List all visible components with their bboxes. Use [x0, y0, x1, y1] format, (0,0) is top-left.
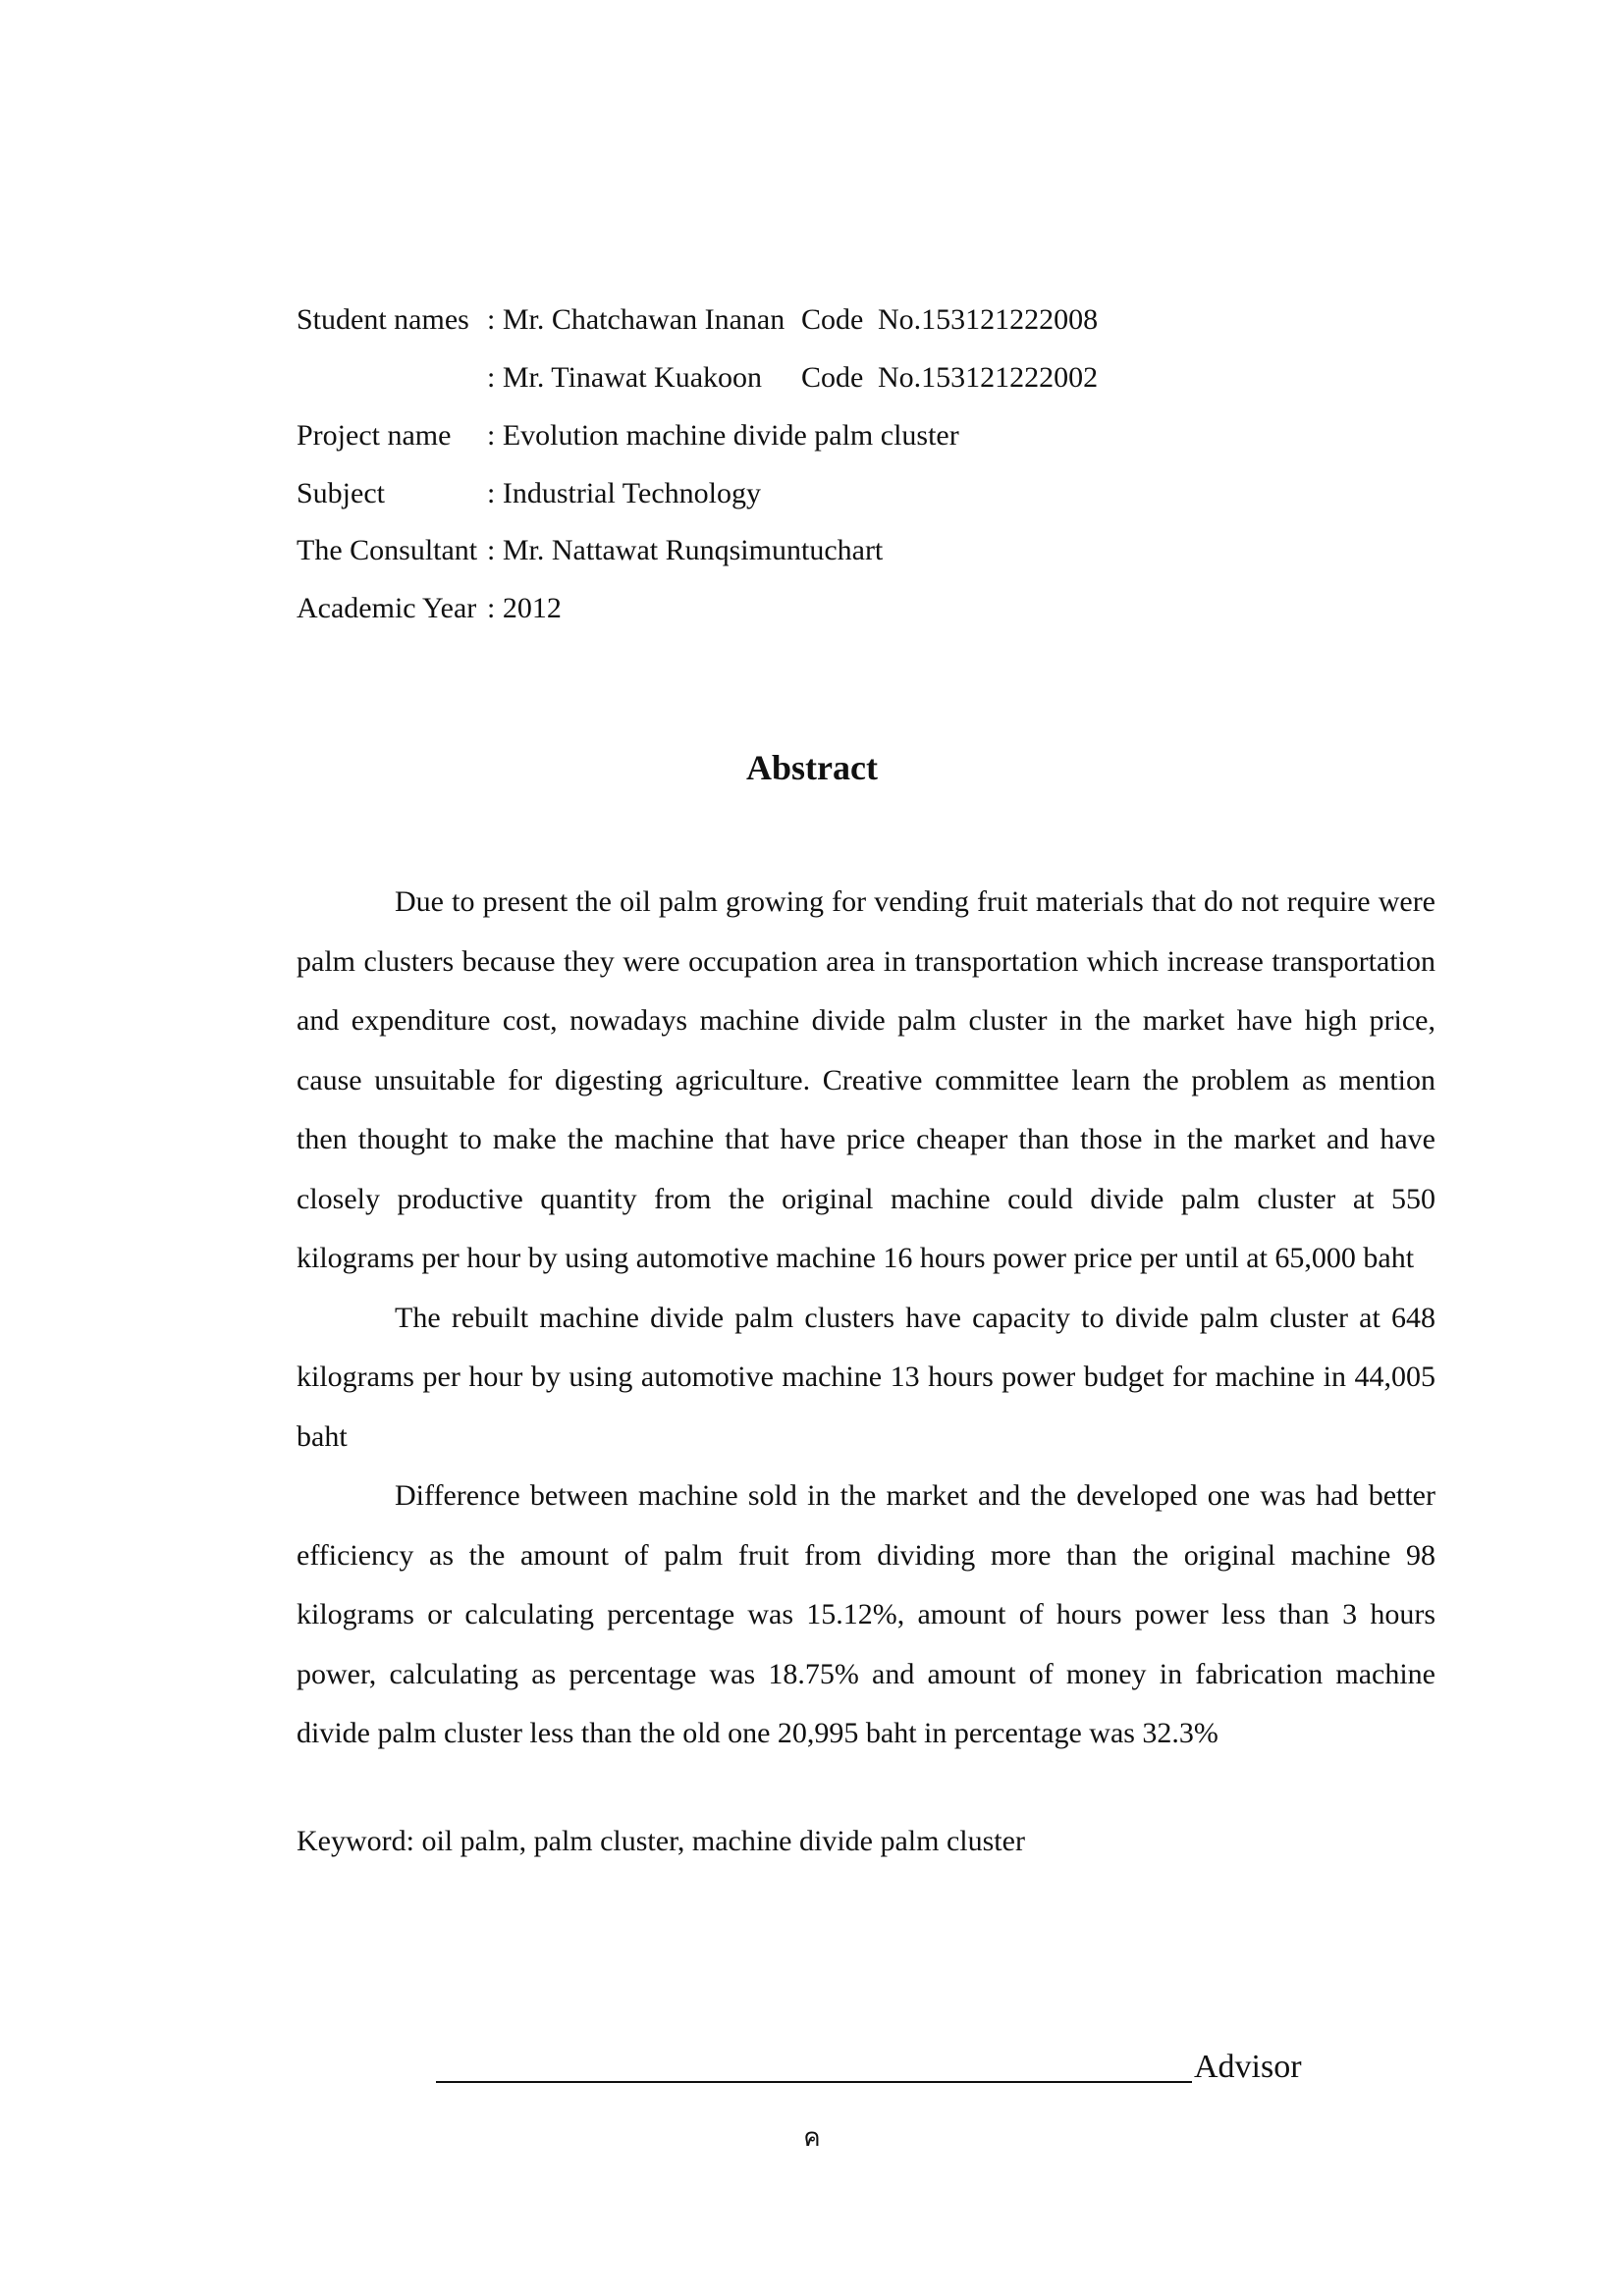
- project-name-label: Project name: [297, 419, 452, 452]
- project-name-value: : Evolution machine divide palm cluster: [487, 419, 959, 452]
- student-names-label: Student names: [297, 303, 469, 336]
- academic-year-value: : 2012: [487, 592, 562, 624]
- student-2-code-label: Code: [801, 361, 864, 394]
- abstract-paragraph-2: The rebuilt machine divide palm clusters have capacity to divide palm cluster at 648 kilograms per hour by using automotive machine 13 hours power budget for machine in 44,005 baht: [297, 1301, 1435, 1453]
- keyword-line: Keyword: oil palm, palm cluster, machine divide palm cluster: [297, 1825, 1025, 1857]
- student-1-name: : Mr. Chatchawan Inanan: [487, 303, 785, 336]
- student-1-code-label: Code: [801, 303, 864, 336]
- student-2-name: : Mr. Tinawat Kuakoon: [487, 361, 763, 394]
- abstract-paragraph-1: Due to present the oil palm growing for vending fruit materials that do not require were palm clusters because they were occupation area in transportation which increase transportation and expenditure cost, nowadays machine divide palm cluster in the market have high price, cause unsuitable for digesting agriculture. Creative committee learn the problem as mention then thought to make the machine that have price cheaper than those in the market and have closely productive quantity from the original machine could divide palm cluster at 550 kilograms per hour by using automotive machine 16 hours power price per until at 65,000 baht: [297, 885, 1435, 1274]
- consultant-value: : Mr. Nattawat Runqsimuntuchart: [487, 534, 884, 566]
- academic-year-label: Academic Year: [297, 592, 477, 624]
- student-1-code-value: No.153121222008: [878, 303, 1099, 336]
- student-2-code-value: No.153121222002: [878, 361, 1099, 394]
- advisor-label: Advisor: [1194, 2049, 1302, 2085]
- student-2-code: [801, 358, 1098, 398]
- abstract-paragraph-3: Difference between machine sold in the market and the developed one was had better efficiency as the amount of palm fruit from dividing more than the original machine 98 kilograms or calculating percentage was 15.12%, amount of hours power less than 3 hours power, calculating as percentage was 18.75% and amount of money in fabrication machine divide palm cluster less than the old one 20,995 baht in percentage was 32.3%: [297, 1479, 1435, 1749]
- subject-label: Subject: [297, 477, 385, 509]
- student-1-code: [801, 300, 1098, 340]
- signature-line: [436, 2081, 1192, 2083]
- abstract-title: Abstract: [746, 748, 878, 787]
- subject-value: : Industrial Technology: [487, 477, 761, 509]
- consultant-label: The Consultant: [297, 534, 478, 566]
- abstract-body: [297, 873, 1435, 1764]
- page-number: ค: [803, 2123, 821, 2153]
